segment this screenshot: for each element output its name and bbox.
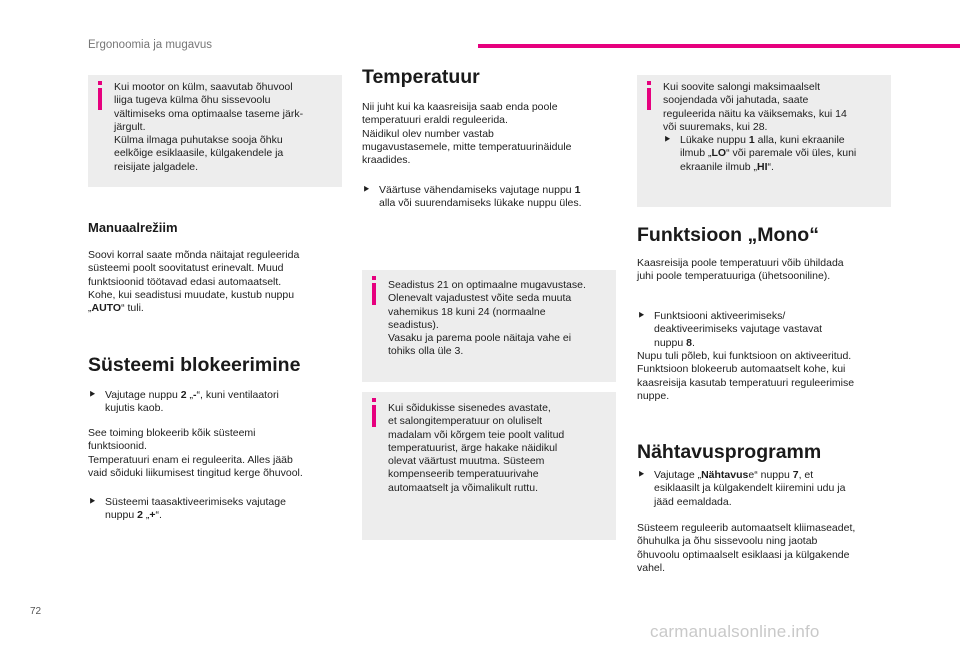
note-line: olevat väärtust muutma. Süsteem [388, 455, 545, 468]
auto-key: AUTO [91, 302, 122, 315]
note-line: automaatselt ja võimalikult ruttu. [388, 481, 538, 494]
temperature-heading: Temperatuur [362, 66, 480, 88]
lock-paragraph [88, 427, 353, 480]
note-line: Vasaku ja parema poole näitaja vahe ei [388, 332, 572, 345]
note-bullet: ⯈ Lükake nuppu 1 alla, kuni ekraanile ilmub „LO“ või paremale või üles, kuni ekraanile ilmub „HI“. [663, 134, 857, 173]
note-line: vahemikus 18 kuni 24 (normaalne [388, 305, 546, 318]
mono-paragraph-2 [637, 350, 902, 403]
note-line: eelkõige esiklaasile, külgakendele ja [114, 147, 284, 160]
note-line: Kui soovite salongi maksimaalselt [663, 81, 820, 93]
arrow-bullet-icon: ⯈ [637, 310, 646, 322]
note-line: liiga tugeva külma õhu sissevoolu [114, 94, 271, 107]
note-line: temperatuurist, ärge hakake näidikul [388, 441, 558, 454]
lock-bullet-2: ⯈ Süsteemi taasaktiveerimiseks vajutage nuppu 2 „+“. [88, 496, 286, 522]
mono-function-heading: Funktsioon „Mono“ [637, 224, 819, 246]
para-line: mugavustasemele, mitte temperatuurinäidule [362, 140, 572, 153]
para-line: Temperatuuri enam ei reguleerita. Alles jääb [88, 453, 293, 466]
note-line: Seadistus 21 on optimaalne mugavustase. [388, 279, 586, 291]
note-line: vältimiseks oma optimaalse taseme järk- [114, 107, 304, 120]
note-line: reisijate jalgadele. [114, 160, 199, 173]
temperature-bullet: ⯈ Väärtuse vähendamiseks vajutage nuppu 1 alla või suurendamiseks lükake nuppu üles. [362, 184, 582, 210]
para-line: temperatuuri eraldi reguleerida. [362, 114, 508, 127]
page-number: 72 [30, 606, 42, 617]
para-line: juhi poole temperatuuriga (ühetsooniline). [637, 270, 831, 283]
para-line: Kohe, kui seadistusi muudate, kustub nuppu [88, 288, 295, 301]
para-line: süsteemi poolt soovitatust erinevalt. Muud [88, 262, 284, 275]
note-line: seadistus). [388, 318, 439, 331]
note-line: reguleerida näitu ka väiksemaks, kui 14 [663, 107, 847, 120]
info-icon [93, 81, 107, 111]
para-line: õhuhulka ja õhu sissevoolu ning jaotab [637, 535, 818, 548]
system-lock-heading: Süsteemi blokeerimine [88, 354, 301, 376]
note-line: Külma ilmaga puhutakse sooja õhku [114, 134, 283, 147]
note-line: järgult. [114, 120, 146, 133]
manual-mode-heading: Manuaalrežiim [88, 220, 178, 235]
para-line: nuppe. [637, 389, 670, 402]
visibility-paragraph [637, 522, 902, 575]
para-line: vahel. [637, 561, 666, 574]
para-line: Nupu tuli põleb, kui funktsioon on aktiveeritud. [637, 350, 852, 362]
note-line: Olenevalt vajadustest võite seda muuta [388, 292, 572, 305]
para-line: See toiming blokeerib kõik süsteemi [88, 427, 256, 439]
chapter-accent-bar [478, 44, 960, 48]
info-icon [367, 276, 381, 306]
para-line: Näidikul olev number vastab [362, 127, 494, 140]
note-line: soojendada või jahutada, saate [663, 94, 809, 107]
para-line: Nii juht kui ka kaasreisija saab enda poole [362, 101, 558, 113]
watermark: carmanualsonline.info [650, 622, 820, 641]
note-line: Kui sõidukisse sisenedes avastate, [388, 402, 551, 414]
para-line: õhuvoolu optimaalselt esiklaasi ja külgakende [637, 548, 850, 561]
manual-mode-paragraph [88, 249, 348, 315]
mono-bullet: ⯈ Funktsiooni aktiveerimiseks/ deaktiveerimiseks vajutage vastavat nuppu 8. [637, 310, 823, 349]
info-note-cold-engine [88, 75, 342, 187]
para-line: „AUTO“ tuli. [88, 302, 144, 315]
para-line: kaasreisija kasutab temperatuuri reguleerimise [637, 376, 855, 389]
mono-paragraph [637, 257, 902, 284]
note-line: või suuremaks, kui 28. [663, 120, 768, 133]
arrow-bullet-icon: ⯈ [88, 496, 97, 508]
visibility-program-heading: Nähtavusprogramm [637, 441, 822, 463]
para-line: vaid sõiduki liikumisest tingitud kerge õhuvool. [88, 466, 303, 479]
temperature-paragraph [362, 101, 620, 167]
para-line: Süsteem reguleerib automaatselt kliimaseadet, [637, 522, 856, 534]
info-icon [367, 398, 381, 428]
para-line: kraadides. [362, 154, 411, 167]
arrow-bullet-icon: ⯈ [663, 134, 672, 147]
info-note-comfort-setting [362, 270, 616, 382]
para-line: Kaasreisija poole temperatuuri võib ühildada [637, 257, 844, 269]
note-line: et salongitemperatuur on oluliselt [388, 415, 543, 428]
arrow-bullet-icon: ⯈ [362, 184, 371, 196]
info-icon [642, 81, 656, 111]
para-line: funktsioonid. [88, 440, 147, 453]
arrow-bullet-icon: ⯈ [88, 389, 97, 401]
note-line: Kui mootor on külm, saavutab õhuvool [114, 81, 293, 93]
para-line: funktsioonid töötavad edasi automaatselt. [88, 275, 282, 288]
para-line: Soovi korral saate mõnda näitajat reguleerida [88, 249, 300, 261]
arrow-bullet-icon: ⯈ [637, 469, 646, 481]
visibility-bullet: ⯈ Vajutage „Nähtavuse“ nuppu 7, et esiklaasilt ja külgakendelt kiiremini udu ja jääd eemaldada. [637, 469, 846, 508]
info-note-cabin-temperature [362, 392, 616, 540]
chapter-title: Ergonoomia ja mugavus [88, 39, 213, 51]
para-line: Funktsioon blokeerub automaatselt kohe, kui [637, 363, 846, 376]
lock-bullet-1: ⯈ Vajutage nuppu 2 „-“, kuni ventilaatori kujutis kaob. [88, 389, 279, 415]
note-line: madalam või kõrgem teie poolt valitud [388, 428, 565, 441]
note-line: kompenseerib temperatuurivahe [388, 468, 539, 481]
note-line: tohiks olla üle 3. [388, 345, 464, 358]
info-note-max-heating [637, 75, 891, 207]
